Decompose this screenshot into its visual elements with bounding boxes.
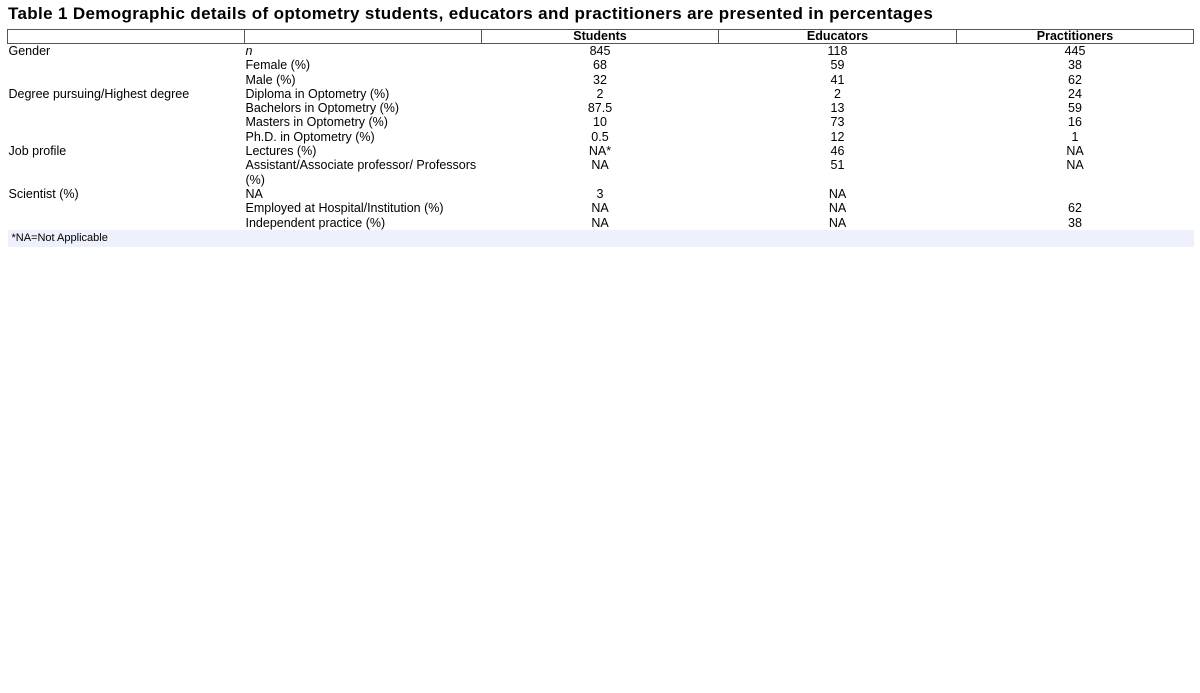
practitioners-cell: 62 [1068, 72, 1082, 87]
item-cell: Masters in Optometry (%) [245, 115, 388, 130]
category-cell: Degree pursuing/Highest degree [8, 86, 190, 101]
practitioners-cell: NA [1066, 144, 1084, 159]
category-cell [8, 216, 245, 230]
students-cell: NA [591, 201, 609, 216]
category-cell: Job profile [8, 144, 67, 159]
footnote-row [8, 230, 1194, 247]
practitioners-cell: 38 [1068, 215, 1082, 230]
category-cell [8, 130, 245, 144]
item-cell: Female (%) [245, 58, 311, 73]
students-cell: 2 [596, 86, 604, 101]
students-cell: 32 [593, 72, 607, 87]
students-cell: NA [591, 158, 609, 173]
practitioners-cell: 1 [1071, 129, 1079, 144]
category-cell [8, 101, 245, 115]
table-row [8, 115, 1194, 129]
educators-cell: 46 [830, 144, 845, 159]
item-cell: Male (%) [245, 72, 296, 87]
item-cell: Lectures (%) [245, 144, 317, 159]
practitioners-cell: 24 [1068, 86, 1082, 101]
students-cell: NA [591, 215, 609, 230]
category-cell [8, 115, 245, 129]
footnote: *NA=Not Applicable [8, 230, 1194, 247]
students-cell: 68 [593, 58, 607, 73]
educators-cell: 12 [830, 129, 845, 144]
educators-cell: 73 [830, 115, 845, 130]
item-cell: Independent practice (%) [245, 215, 386, 230]
table-row [8, 187, 1194, 201]
educators-cell: 118 [827, 44, 848, 58]
educators-cell: NA [828, 215, 847, 230]
header-cell-practitioners: Practitioners [957, 30, 1194, 44]
category-cell: Gender [8, 44, 51, 58]
table-row [8, 101, 1194, 115]
table-title: Table 1 Demographic details of optometry students, educators and practitioners are presented in percentages [8, 4, 934, 23]
item-cell: Ph.D. in Optometry (%) [245, 129, 375, 144]
practitioners-cell: 59 [1068, 101, 1082, 116]
item-cell: Bachelors in Optometry (%) [245, 101, 400, 116]
educators-cell: 51 [830, 158, 845, 173]
practitioners-cell [957, 187, 1194, 201]
students-cell: 87.5 [587, 101, 613, 116]
header-cell-students: Students [482, 30, 719, 44]
category-cell [8, 201, 245, 215]
table-row [8, 144, 1194, 158]
educators-cell: 13 [830, 101, 845, 116]
practitioners-cell: 445 [1064, 44, 1086, 58]
header-row [8, 30, 1194, 44]
table-row [8, 130, 1194, 144]
category-cell [8, 73, 245, 87]
table-row [8, 58, 1194, 72]
educators-cell: 41 [830, 72, 845, 87]
table-row [8, 201, 1194, 215]
educators-cell: NA [828, 186, 847, 201]
demographics-table [7, 29, 1194, 247]
practitioners-cell: 62 [1068, 201, 1082, 216]
educators-cell: 2 [834, 86, 841, 101]
item-cell: Employed at Hospital/Institution (%) [245, 201, 444, 216]
practitioners-cell: 16 [1068, 115, 1082, 130]
students-cell: 3 [596, 186, 604, 201]
table-row [8, 73, 1194, 87]
category-cell: Scientist (%) [8, 186, 79, 201]
table-row [8, 158, 1194, 187]
students-cell: 845 [589, 44, 611, 58]
educators-cell: 59 [830, 58, 845, 73]
students-cell: 10 [593, 115, 607, 130]
item-cell: NA [245, 186, 263, 201]
category-cell [8, 158, 245, 187]
table-row [8, 216, 1194, 230]
practitioners-cell: 38 [1068, 58, 1082, 73]
table-row [8, 87, 1194, 101]
item-cell: Assistant/Associate professor/ Professors (%) [245, 158, 477, 187]
educators-cell: NA [828, 201, 847, 216]
item-cell: Diploma in Optometry (%) [245, 86, 390, 101]
item-cell: n [245, 44, 253, 58]
header-cell-item [245, 30, 482, 44]
students-cell: 0.5 [591, 129, 609, 144]
practitioners-cell: NA [1066, 158, 1084, 173]
category-cell [8, 58, 245, 72]
students-cell: NA* [588, 144, 612, 159]
header-cell-category [8, 30, 245, 44]
header-cell-educators: Educators [719, 30, 957, 44]
table-row [8, 44, 1194, 59]
